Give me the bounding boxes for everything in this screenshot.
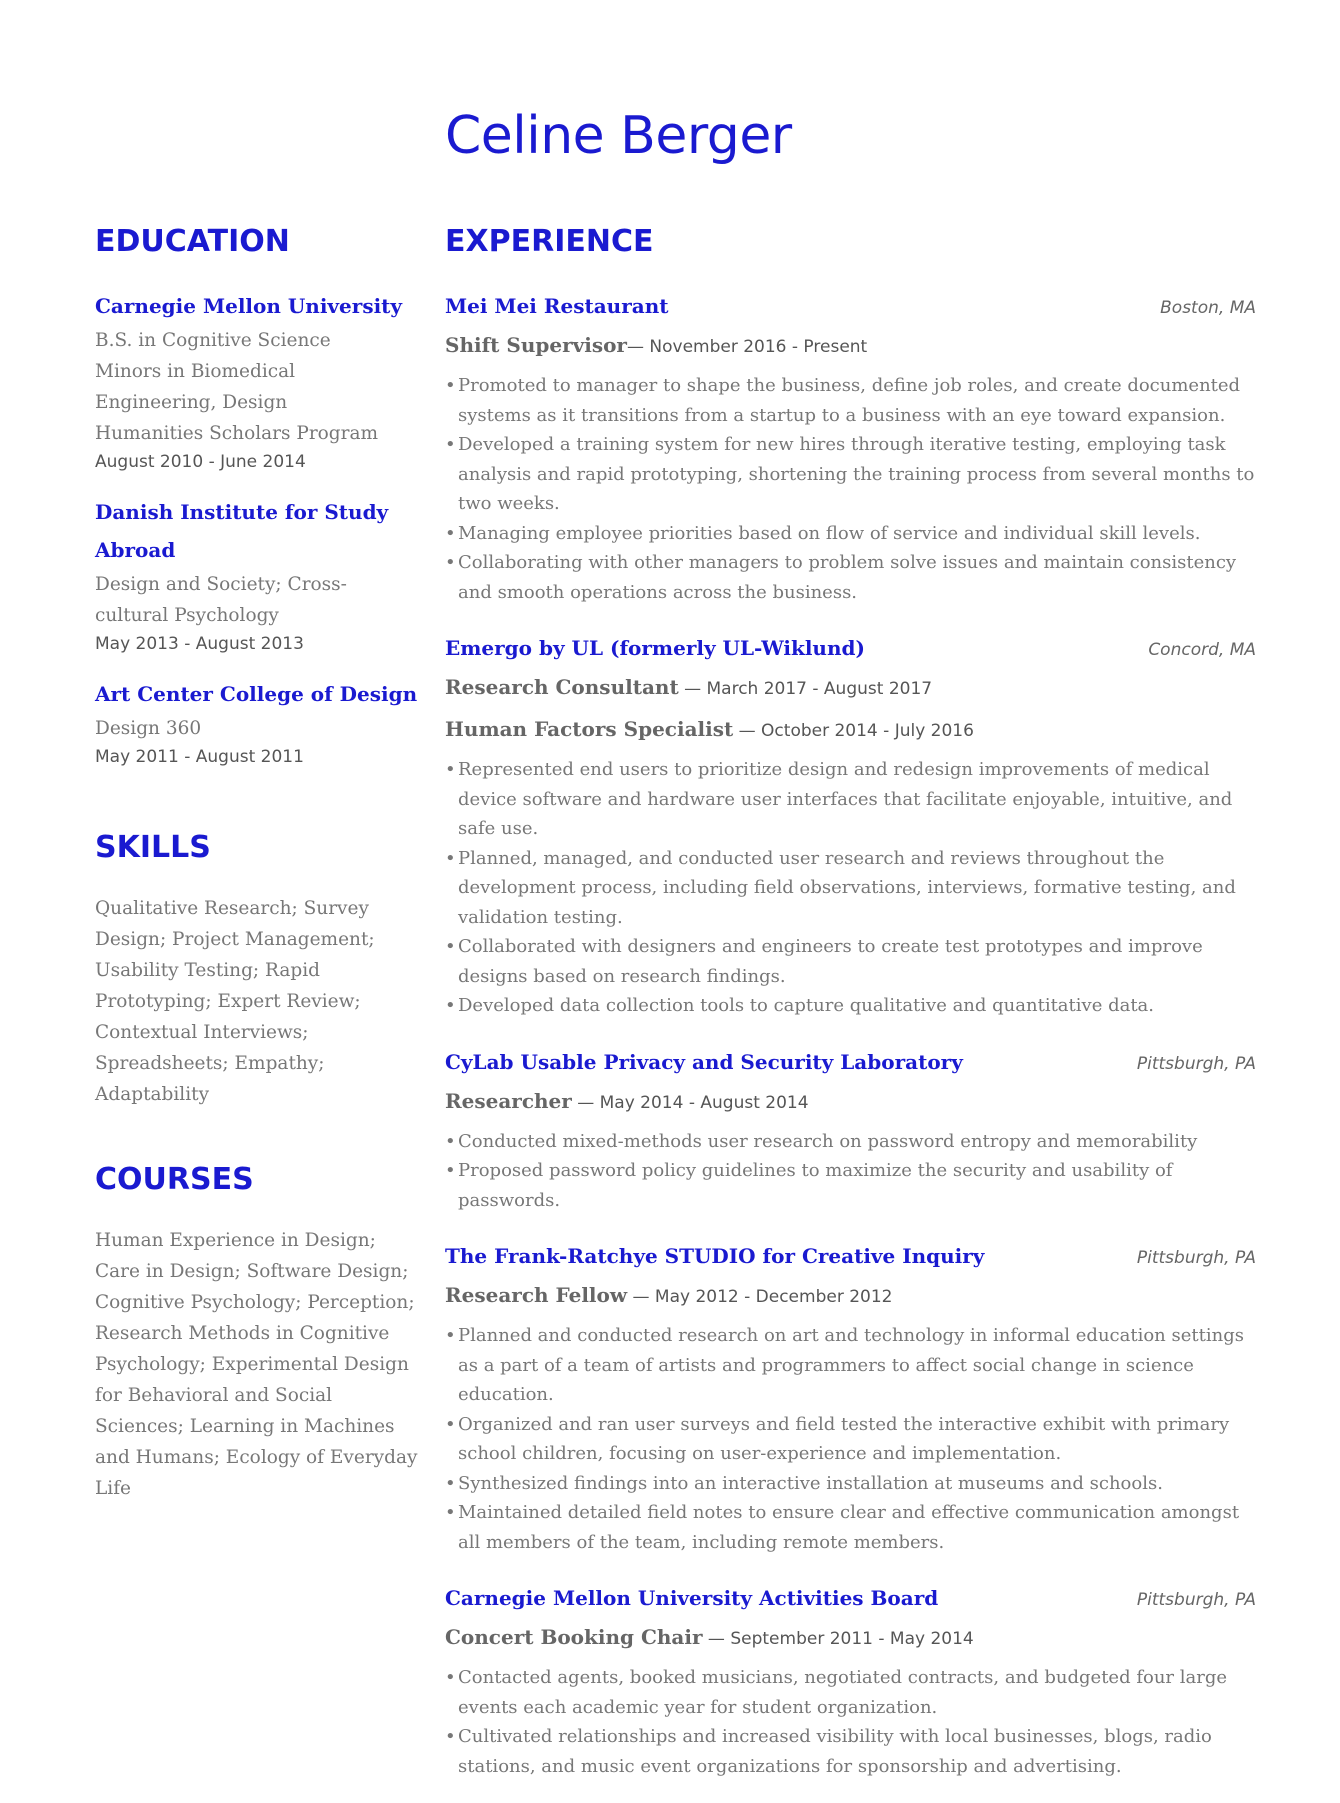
role-title: Researcher [445,1088,572,1113]
employer-name: Mei Mei Restaurant [445,294,669,318]
job-bullet: • Contacted agents, booked musicians, negotiated contracts, and budgeted four large events each academic year for student organization. [445,1663,1256,1722]
job-bullet: • Organized and ran user surveys and field tested the interactive exhibit with primary school children, focusing on user-experience and implementation. [445,1410,1256,1469]
job-bullet: • Collaborated with designers and engineers to create test prototypes and improve designs based on research findings. [445,932,1256,991]
role-separator: — [733,721,762,741]
employer-name: CyLab Usable Privacy and Security Laboratory [445,1049,963,1074]
education-detail: B.S. in Cognitive Science [95,330,331,351]
skills-text: Qualitative Research; Survey Design; Project Management; Usability Testing; Rapid Prototyping; Expert Review; Contextual Interviews; Spreadsheets; Empathy; Adaptability [95,898,375,1105]
role-line [445,1617,1256,1659]
skills-heading: SKILLS [95,830,211,865]
role-line [445,325,1256,367]
education-entry [95,493,420,657]
role-separator: — [678,679,707,699]
left-column [95,222,420,1504]
role-title: Human Factors Specialist [445,717,734,741]
role-separator: — [702,1629,731,1649]
job-entry [445,1237,1256,1557]
education-date: August 2010 - June 2014 [95,452,306,472]
courses-heading: COURSES [95,1162,254,1197]
job-bullet: • Developed data collection tools to capture qualitative and quantitative data. [445,991,1256,1021]
job-bullet: • Represented end users to prioritize design and redesign improvements of medical device software and hardware user interfaces that facilitate enjoyable, intuitive, and safe use. [445,755,1256,844]
education-detail: Humanities Scholars Program [95,423,379,444]
education-entry [95,287,420,475]
job-entry [445,287,1256,607]
job-bullet: • Cultivated relationships and increased visibility with local businesses, blogs, radio stations, and music event organizations for sponsorship and advertising. [445,1722,1256,1781]
role-separator: — [627,1287,655,1307]
school-name: Art Center College of Design [95,682,418,706]
role-dates: November 2016 - Present [649,337,868,357]
education-date: May 2013 - August 2013 [95,634,304,654]
job-bullet: • Promoted to manager to shape the business, define job roles, and create documented systems as it transitions from a startup to a business with an eye toward expansion. [445,371,1256,430]
job-bullet: • Developed a training system for new hires through iterative testing, employing task analysis and rapid prototyping, shortening the training process from several months to two weeks. [445,430,1256,519]
experience-heading: EXPERIENCE [445,224,654,259]
job-location: Boston, MA [1160,298,1256,318]
employer-name: Carnegie Mellon University Activities Board [445,1586,939,1610]
role-title: Research Fellow [445,1283,628,1307]
role-separator: — [571,1092,600,1113]
job-bullet: • Managing employee priorities based on flow of service and individual skill levels. [445,519,1256,549]
job-location: Concord, MA [1148,640,1256,660]
courses-text: Human Experience in Design; Care in Design; Software Design; Cognitive Psychology; Perception; Research Methods in Cognitive Psychology; Experimental Design for Behavioral and Social Sciences; Learning in Machines and Humans; Ecology of Everyday Life [95,1230,418,1499]
role-title: Shift Supervisor [445,333,627,357]
role-dates: May 2014 - August 2014 [599,1092,809,1113]
job-bullet: • Collaborating with other managers to problem solve issues and maintain consistency and smooth operations across the business. [445,548,1256,607]
role-line [445,1275,1256,1317]
job-bullet: • Synthesized findings into an interactive installation at museums and schools. [445,1469,1256,1499]
role-separator: — [626,337,650,357]
job-bullet: • Maintained detailed field notes to ensure clear and effective communication amongst all members of the team, including remote members. [445,1498,1256,1557]
education-detail: Design 360 [95,718,202,739]
role-dates: March 2017 - August 2017 [706,679,933,699]
job-bullet: • Proposed password policy guidelines to maximize the security and usability of passwords. [445,1156,1256,1215]
school-name: Carnegie Mellon University [95,294,403,318]
role-title: Research Consultant [445,675,679,699]
job-bullet: • Conducted mixed-methods user research on password entropy and memorability [445,1127,1256,1157]
right-column [445,222,1256,1803]
role-title: Concert Booking Chair [445,1625,703,1649]
job-entry [445,1043,1256,1216]
role-line [445,1081,1256,1123]
job-location: Pittsburgh, PA [1136,1248,1256,1268]
job-location: Pittsburgh, PA [1136,1590,1256,1610]
job-entry [445,1579,1256,1781]
education-entry [95,675,420,770]
job-bullet: • Planned and conducted research on art and technology in informal education settings as a part of a team of artists and programmers to affect social change in science education. [445,1321,1256,1410]
employer-name: Emergo by UL (formerly UL-Wiklund) [445,636,865,660]
role-dates: October 2014 - July 2016 [761,721,974,741]
employer-name: The Frank-Ratchye STUDIO for Creative Inquiry [445,1244,985,1268]
role-line [445,667,1256,709]
school-name: Danish Institute for Study Abroad [95,500,389,562]
role-line [445,709,1256,751]
job-location: Pittsburgh, PA [1136,1053,1256,1074]
education-detail: Minors in Biomedical Engineering, Design [95,361,296,413]
job-bullet: • Planned, managed, and conducted user research and reviews throughout the development process, including field observations, interviews, formative testing, and validation testing. [445,844,1256,933]
education-heading: EDUCATION [95,224,290,259]
role-dates: May 2012 - December 2012 [654,1287,893,1307]
education-date: May 2011 - August 2011 [95,747,304,767]
education-detail: Design and Society; Cross-cultural Psychology [95,574,347,626]
role-dates: September 2011 - May 2014 [730,1629,974,1649]
candidate-name: Celine Berger [445,106,792,166]
job-entry [445,629,1256,1021]
